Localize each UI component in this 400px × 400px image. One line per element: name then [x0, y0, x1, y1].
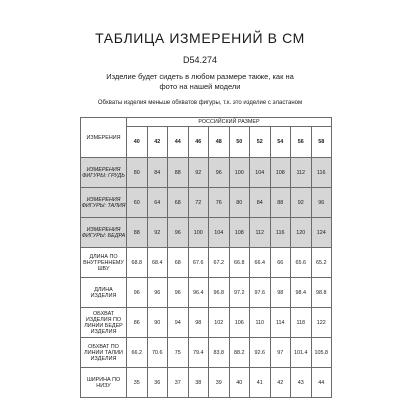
table-row: [81, 308, 332, 338]
measurement-value: 64: [147, 188, 168, 218]
size-header-54: 54: [270, 127, 291, 158]
measurement-value: 66.2: [127, 338, 148, 368]
measurement-value: 35: [127, 368, 148, 398]
table-row: [81, 218, 332, 248]
table-row: [81, 158, 332, 188]
elastane-note: Обхваты изделия меньше обхватов фигуры, т.к. это изделие с эластаном: [97, 100, 303, 106]
measurement-value: 83.8: [209, 338, 230, 368]
measurement-value: 96: [311, 188, 332, 218]
measurement-value: 92.6: [250, 338, 271, 368]
size-header-42: 42: [147, 127, 168, 158]
table-row: [81, 278, 332, 308]
measurement-value: 36: [147, 368, 168, 398]
measurement-value: 118: [291, 308, 312, 338]
measurement-value: 96: [168, 278, 189, 308]
measurement-value: 120: [291, 218, 312, 248]
fit-note: Изделие будет сидеть в любом размере также, как на фото на нашей модели: [106, 72, 294, 91]
measurement-value: 88: [127, 218, 148, 248]
table-row: [81, 338, 332, 368]
measurement-value: 72: [188, 188, 209, 218]
measurement-value: 80: [229, 188, 250, 218]
measurement-value: 105.8: [311, 338, 332, 368]
measurement-value: 70.6: [147, 338, 168, 368]
measurement-value: 92: [147, 218, 168, 248]
measurement-value: 116: [270, 218, 291, 248]
size-header-48: 48: [209, 127, 230, 158]
measurement-value: 108: [270, 158, 291, 188]
measurement-value: 66: [270, 248, 291, 278]
measurement-value: 124: [311, 218, 332, 248]
measurement-value: 84: [147, 158, 168, 188]
measurement-value: 116: [311, 158, 332, 188]
measurement-value: 100: [188, 218, 209, 248]
measurement-value: 106: [229, 308, 250, 338]
measurement-value: 98.8: [311, 278, 332, 308]
size-header-46: 46: [188, 127, 209, 158]
size-header-52: 52: [250, 127, 271, 158]
measurement-value: 90: [147, 308, 168, 338]
measurement-value: 38: [188, 368, 209, 398]
measurement-value: 68: [168, 188, 189, 218]
measurement-value: 112: [291, 158, 312, 188]
measurement-value: 43: [291, 368, 312, 398]
measurement-value: 39: [209, 368, 230, 398]
measurement-value: 112: [250, 218, 271, 248]
measurement-value: 96.4: [188, 278, 209, 308]
measurement-label: ОБХВАТ ИЗДЕЛИЯ ПО ЛИНИИ БЕДЕР ИЗДЕЛИЯ: [81, 308, 127, 338]
measurement-value: 97: [270, 338, 291, 368]
measurement-value: 97.2: [229, 278, 250, 308]
measurement-value: 102: [209, 308, 230, 338]
size-header-58: 58: [311, 127, 332, 158]
measurement-label: ИЗМЕРЕНИЯ ФИГУРЫ: ГРУДЬ: [81, 158, 127, 188]
measurement-label: ОБХВАТ ПО ЛИНИИ ТАЛИИ ИЗДЕЛИЯ: [81, 338, 127, 368]
size-header-50: 50: [229, 127, 250, 158]
measurement-value: 101.4: [291, 338, 312, 368]
size-group-label: РОССИЙСКИЙ РАЗМЕР: [127, 118, 332, 127]
size-header-56: 56: [291, 127, 312, 158]
measurement-value: 98.4: [291, 278, 312, 308]
measurement-label: ШИРИНА ПО НИЗУ: [81, 368, 127, 398]
measurement-value: 68: [168, 248, 189, 278]
measurement-value: 84: [250, 188, 271, 218]
measurement-value: 67.6: [188, 248, 209, 278]
measurement-value: 42: [270, 368, 291, 398]
measurement-value: 44: [311, 368, 332, 398]
measurement-label: ДЛИНА ПО ВНУТРЕННЕМУ ШВУ: [81, 248, 127, 278]
measurement-value: 60: [127, 188, 148, 218]
measurement-value: 80: [127, 158, 148, 188]
measurement-value: 88: [168, 158, 189, 188]
measurement-value: 104: [250, 158, 271, 188]
measurement-value: 92: [188, 158, 209, 188]
measurement-value: 98: [270, 278, 291, 308]
measurement-label: ДЛИНА ИЗДЕЛИЯ: [81, 278, 127, 308]
measurement-value: 68.4: [147, 248, 168, 278]
measurement-value: 86: [127, 308, 148, 338]
measurement-value: 97.6: [250, 278, 271, 308]
measurement-label: ИЗМЕРЕНИЯ ФИГУРЫ: БЕДРА: [81, 218, 127, 248]
measurement-value: 88: [270, 188, 291, 218]
measurement-value: 68.8: [127, 248, 148, 278]
size-chart-table: [80, 117, 332, 398]
measurement-value: 75: [168, 338, 189, 368]
measurement-value: 65.2: [311, 248, 332, 278]
measurement-value: 79.4: [188, 338, 209, 368]
table-row: [81, 188, 332, 218]
measurement-value: 67.2: [209, 248, 230, 278]
measurement-value: 100: [229, 158, 250, 188]
measurement-value: 96.8: [209, 278, 230, 308]
measurement-label: ИЗМЕРЕНИЯ ФИГУРЫ: ТАЛИЯ: [81, 188, 127, 218]
measurement-value: 96: [209, 158, 230, 188]
size-header-44: 44: [168, 127, 189, 158]
measurement-value: 40: [229, 368, 250, 398]
product-code: D54.274: [182, 55, 218, 65]
measurement-value: 66.4: [250, 248, 271, 278]
measurement-value: 114: [270, 308, 291, 338]
page-title: ТАБЛИЦА ИЗМЕРЕНИЙ В СМ: [95, 30, 305, 46]
measurement-value: 98: [188, 308, 209, 338]
measurement-value: 110: [250, 308, 271, 338]
row-header-label: ИЗМЕРЕНИЯ: [81, 118, 127, 158]
measurement-value: 96: [168, 218, 189, 248]
measurement-value: 108: [229, 218, 250, 248]
measurement-value: 96: [127, 278, 148, 308]
measurement-value: 65.6: [291, 248, 312, 278]
size-header-40: 40: [127, 127, 148, 158]
measurement-value: 41: [250, 368, 271, 398]
measurement-value: 37: [168, 368, 189, 398]
measurement-value: 66.8: [229, 248, 250, 278]
measurement-value: 88.2: [229, 338, 250, 368]
measurement-value: 92: [291, 188, 312, 218]
table-row: [81, 368, 332, 398]
measurement-value: 76: [209, 188, 230, 218]
measurement-value: 94: [168, 308, 189, 338]
table-row: [81, 248, 332, 278]
measurement-value: 122: [311, 308, 332, 338]
measurement-value: 104: [209, 218, 230, 248]
measurement-value: 96: [147, 278, 168, 308]
